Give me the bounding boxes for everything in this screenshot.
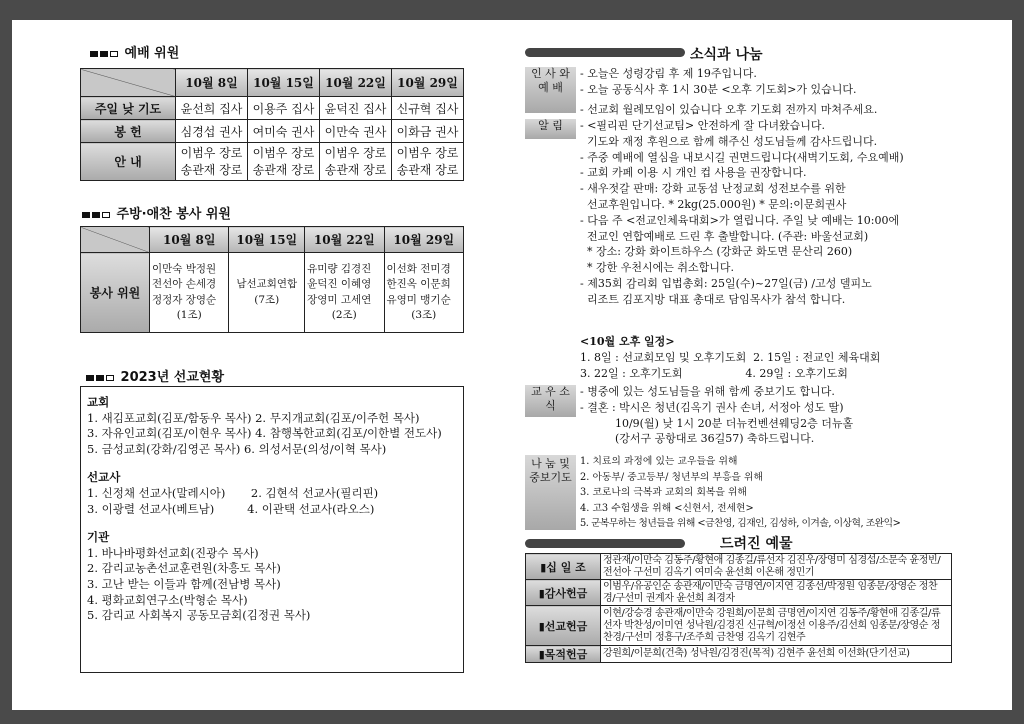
offering-names: 이현/강승경 송관재/이만숙 강원희/이문희 금명연/이지연 김동주/황현애 김종길/류선자 박찬성/이미연 성낙원/김경진 신규혁/이정선 이용주/김선희 임종문/장영순 정찬경/구선미 정흥구/조주희 금찬영 김옥기 김현주: [601, 606, 952, 646]
list-item: 1. 새김포교회(김포/함동우 목사) 2. 무지개교회(김포/이주헌 목사): [87, 410, 420, 425]
role-label: 주일 낮 기도: [81, 97, 176, 120]
list-item: 1. 신정채 선교사(말레시아) 2. 김현석 선교사(필리핀): [87, 485, 379, 500]
square-icon: [96, 375, 104, 381]
church-news-block: [580, 384, 853, 447]
square-outline-icon: [110, 51, 118, 57]
table-cell: [384, 253, 463, 333]
table-cell: 여미숙 권사: [248, 120, 320, 143]
group-label: (3조): [411, 309, 437, 321]
news-line: - 교회 카페 이용 시 개인 컵 사용을 권장합니다.: [580, 166, 807, 180]
corner-cell: [81, 69, 176, 97]
table-cell: 이만숙 권사: [320, 120, 392, 143]
greeting-block: [580, 66, 877, 117]
cell-line: 이범우 장로: [252, 145, 315, 160]
news-line: * 장소: 강화 화이트하우스 (강화군 화도면 문산리 260): [580, 245, 853, 259]
table-cell: [150, 253, 229, 333]
news-line: - 오늘 공동식사 후 1시 30분 <오후 기도회>가 있습니다.: [580, 82, 857, 96]
role-label: 안 내: [81, 143, 176, 181]
square-outline-icon: [102, 212, 110, 218]
date-header: 10월 15일: [229, 227, 305, 253]
schedule-line: 1. 8일 : 선교회모임 및 오후기도회 2. 15일 : 전교인 체육대회: [580, 350, 881, 364]
square-icon: [86, 375, 94, 381]
square-icon: [100, 51, 108, 57]
prayer-line: 2. 아동부/ 중고등부/ 청년부의 부흥을 위해: [580, 471, 763, 483]
churches-title: 교회: [87, 395, 110, 409]
date-header: 10월 15일: [248, 69, 320, 97]
table-cell: 심경섭 권사: [176, 120, 248, 143]
date-header: 10월 8일: [150, 227, 229, 253]
service-heading: 주방·애찬 봉사 위원: [82, 203, 231, 222]
group-label: (2조): [331, 309, 357, 321]
table-cell: 윤선희 집사: [176, 97, 248, 120]
prayer-line: 1. 치료의 과정에 있는 교우들을 위해: [580, 456, 738, 467]
table-cell: [305, 253, 384, 333]
greeting-label: 인 사 와 예 배: [525, 67, 576, 113]
table-cell: 신규혁 집사: [392, 97, 464, 120]
news-line: - 다음 주 <전교인체육대회>가 열립니다. 주일 낮 예배는 10:00에: [580, 213, 900, 227]
news-line: - 병중에 있는 성도님들을 위해 함께 중보기도 합니다.: [580, 385, 835, 398]
table-cell: [320, 143, 392, 181]
date-header: 10월 29일: [392, 69, 464, 97]
notice-label: 알 림: [525, 119, 576, 139]
cell-line: 이범우 장로: [324, 145, 387, 160]
table-cell: [229, 253, 305, 333]
section-bar: [525, 48, 685, 57]
list-item: 3. 고난 받는 이들과 함께(전남병 목사): [87, 576, 281, 591]
offerings-heading: 드려진 예물: [720, 536, 793, 552]
news-line: - 새우젓갈 판매: 강화 교동섬 난정교회 성전보수를 위한: [580, 182, 846, 196]
date-header: 10월 22일: [320, 69, 392, 97]
news-line: (강서구 공항대로 36길57) 축하드립니다.: [580, 432, 815, 446]
missionaries-title: 선교사: [87, 470, 121, 485]
table-cell: [248, 143, 320, 181]
cell-line: 이선화 전미경: [386, 262, 451, 275]
missions-box: [80, 386, 464, 673]
cell-line: 송관재 장로: [324, 162, 387, 177]
cell-line: 전선아 손세경: [152, 278, 217, 290]
prayer-line: 3. 코로나의 극복과 교회의 회복을 위해: [580, 487, 747, 498]
cell-line: 윤덕진 이혜영: [307, 278, 372, 290]
cell-line: 유미량 김경진: [307, 262, 372, 275]
news-line: 전교인 연합예배로 드린 후 출발합니다. (주관: 바울선교회): [580, 229, 869, 243]
schedule-line: 3. 22일 : 오후기도회 4. 29일 : 오후기도회: [580, 366, 848, 380]
church-news-label: 교 우 소 식: [525, 385, 576, 417]
cell-line: 유영미 맹기순: [386, 293, 451, 306]
table-cell: [176, 143, 248, 181]
cell-line: 남선교회연합: [236, 278, 298, 290]
group-label: (1조): [176, 309, 202, 321]
prayer-label: 나 눔 및 중보기도: [525, 455, 576, 530]
cell-line: 송관재 장로: [396, 162, 459, 177]
cell-line: 정정자 장영순: [152, 293, 217, 306]
cell-line: 장영미 고세연: [307, 293, 372, 306]
offering-label: ▮감사헌금: [526, 580, 601, 606]
square-outline-icon: [106, 375, 114, 381]
news-line: 10/9(월) 낮 1시 20분 더뉴컨벤션웨딩2층 더뉴홀: [580, 416, 854, 430]
list-item: 4. 평화교회연구소(박형순 목사): [87, 592, 248, 607]
prayer-line: 4. 고3 수험생을 위해 <신현서, 전세현>: [580, 502, 754, 514]
role-label: 봉사 위원: [81, 253, 150, 333]
news-line: - 제35회 감리회 입법총회: 25일(수)~27일(금) /고성 델피노: [580, 276, 872, 290]
table-cell: 윤덕진 집사: [320, 97, 392, 120]
list-item: 3. 자유인교회(김포/이현우 목사) 4. 참행복한교회(김포/이한별 전도사): [87, 426, 442, 441]
cell-line: 송관재 장로: [252, 162, 315, 177]
offering-names: 강원희/이문희(건축) 성낙원/김경진(목적) 김현주 윤선희 이선화(단기선교): [601, 646, 952, 663]
orgs-title: 기관: [87, 530, 110, 545]
news-line: - 주중 예배에 열심을 내보시길 권면드립니다(새벽기도회, 수요예배): [580, 150, 904, 164]
prayer-line: 5. 군복무하는 청년들을 위해 <금찬영, 김재인, 김성하, 이겨솔, 이상혁, 조완익>: [580, 518, 901, 529]
worship-heading: 예배 위원: [90, 42, 179, 61]
offering-names: 정관재/이만숙 김동주/황현애 김종길/류선자 김진우/장영미 심경섭/소문숙 윤정빈/전선아 구선미 김옥기 여미숙 윤선희 이온해 정민기: [601, 554, 952, 580]
news-line: - <필리핀 단기선교팀> 안전하게 잘 다녀왔습니다.: [580, 119, 826, 132]
cell-line: 한진옥 이문희: [386, 278, 451, 290]
offering-label: ▮십 일 조: [526, 554, 601, 580]
cell-line: 이범우 장로: [180, 145, 243, 160]
list-item: 5. 금성교회(강화/김영곤 목사) 6. 의성서문(의성/이혁 목사): [87, 441, 387, 456]
square-icon: [92, 212, 100, 218]
cell-line: 송관재 장로: [180, 162, 243, 177]
offerings-table: [525, 553, 952, 663]
offering-label: ▮목적헌금: [526, 646, 601, 663]
table-cell: [392, 143, 464, 181]
missions-heading: 2023년 선교현황: [86, 366, 224, 385]
news-line: - 선교회 월례모임이 있습니다 오후 기도회 전까지 마쳐주세요.: [580, 102, 878, 116]
service-table: [80, 226, 464, 333]
role-label: 봉 헌: [81, 120, 176, 143]
table-cell: 이화금 권사: [392, 120, 464, 143]
table-cell: 이용주 집사: [248, 97, 320, 120]
list-item: 1. 바나바평화선교회(진광수 목사): [87, 545, 259, 560]
date-header: 10월 29일: [384, 227, 463, 253]
news-line: - 오늘은 성령강림 후 제 19주입니다.: [580, 67, 757, 80]
schedule-block: [580, 334, 880, 381]
date-header: 10월 8일: [176, 69, 248, 97]
news-line: 기도와 재정 후원으로 함께 해주신 성도님들께 감사드립니다.: [580, 134, 878, 148]
news-line: - 결혼 : 박시은 청년(김옥기 권사 손녀, 서정아 성도 딸): [580, 400, 844, 414]
section-bar: [525, 539, 685, 548]
corner-cell: [81, 227, 150, 253]
square-icon: [90, 51, 98, 57]
offering-names: 이범우/유공인순 송관재/이만숙 금명연/이지연 김종선/박정원 임종문/장영순 정찬경/구선미 권계자 윤선희 최경자: [601, 580, 952, 606]
cell-line: 이범우 장로: [396, 145, 459, 160]
list-item: 2. 감리교농촌선교훈련원(차흥도 목사): [87, 561, 281, 576]
group-label: (7조): [254, 293, 280, 306]
news-line: 선교후원입니다. * 2kg(25.000원) * 문의:이문희권사: [580, 197, 847, 211]
square-icon: [82, 212, 90, 218]
offering-label: ▮선교헌금: [526, 606, 601, 646]
news-line: 리조트 김포지방 대표 총대로 담임목사가 참석 합니다.: [580, 292, 846, 306]
list-item: 3. 이광렬 선교사(베트남) 4. 이관택 선교사(라오스): [87, 501, 375, 516]
cell-line: 이만숙 박정원: [152, 262, 217, 275]
news-heading: 소식과 나눔: [690, 47, 763, 63]
date-header: 10월 22일: [305, 227, 384, 253]
news-line: * 강한 우천시에는 취소합니다.: [580, 261, 734, 275]
notice-block: [580, 118, 904, 308]
schedule-title: <10월 오후 일정>: [580, 335, 675, 348]
worship-table: [80, 68, 464, 181]
list-item: 5. 감리교 사회복지 공동모금회(김정권 목사): [87, 608, 311, 623]
prayer-block: [580, 454, 900, 532]
